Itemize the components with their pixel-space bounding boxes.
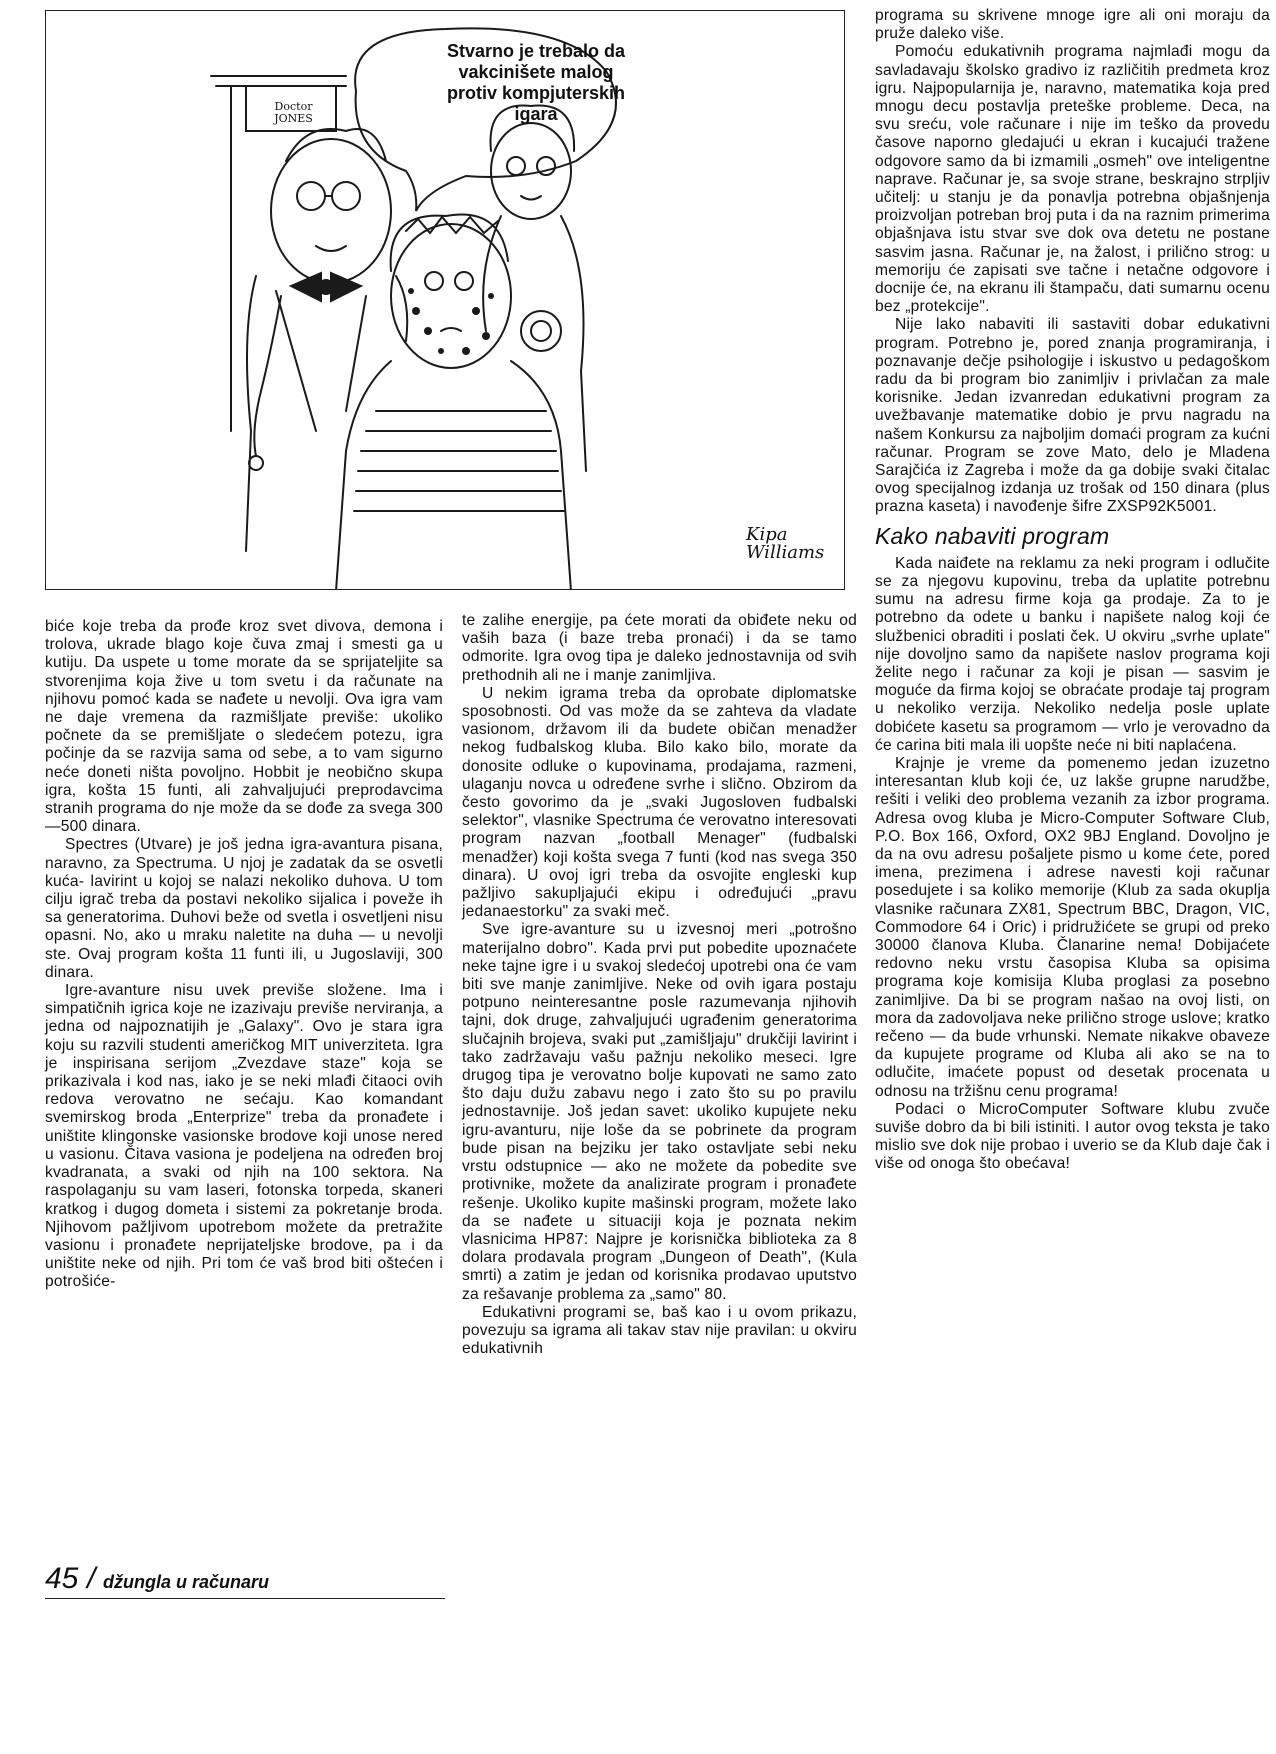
paragraph: te zalihe energije, pa ćete morati da obiđete neku od vaših baza (i baze treba pronaći) i da se tamo odmorite. Igra ovog tipa je daleko jednostavnija od svih prethodnih ali ne i manje zanimljiva. <box>462 612 857 684</box>
paragraph: Igre-avanture nisu uvek previše složene. Ima i simpatičnih igrica koje ne izazivaju previše nerviranja, a jedna od najpoznatijih je „Galaxy". Ovo je stara igra koju su razvili studenti američkog MIT univerziteta. Igra je inspirisana serijom „Zvezdave staze" koja se prikazivala i kod nas, iako je se neki mlađi čitaoci ovih redova verovatno ne sećaju. Kao komandant svemirskog broda „Enterprize" treba da pronađete i uništite klingonske vasionske brodove koji unose nered u vasionu. Čitava vasiona je podeljena na određen broj kvadranata, a svaki od njih na 100 sektora. Na raspolaganju su vam laseri, fotonska torpeda, skaneri kratkog i dugog dometa i sistemi za pokretanje broda. Njihovom pažljivom upotrebom možete da pretražite vasionu i pronađete neprijateljske brodove, pa i da uništite neke od njih. Pri tom će vaš brod biti oštećen i potrošiće- <box>45 982 443 1291</box>
publication-title: džungla u računaru <box>103 1572 270 1592</box>
paragraph: Kada naiđete na reklamu za neki program i odlučite se za njegovu kupovinu, treba da uplatite potrebnu sumu na adresu firme koja ga prodaje. Za to je potrebno da odete u banku i napišete nalog koji će službenici obraditi i poslati ček. U okviru „svrhe uplate" nije dovoljno samo da napišete naslov programa koji želite nego i računar za koji je pisan — sasvim je moguće da firma kojoj se obraćate prodaje taj program u nekoliko verzija. Nekoliko nedelja posle uplate dobićete kasetu sa programom — vrlo je verovadno da će carina biti mala ili uopšte neće ni biti naplaćena. <box>875 554 1270 754</box>
paragraph: U nekim igrama treba da oprobate diplomatske sposobnosti. Od vas može da se zahteva da vladate vasionom, državom ili da budete običan menadžer nekog fudbalskog kluba. Bilo kako bilo, morate da donosite odluke o kupovinama, prodajama, razmeni, ulaganju novca u određene svrhe i slično. Obzirom da često govorimo da je „svaki Jugosloven fudbalski selektor", vlasnike Spectruma će verovatno interesovati program nazvan „football Menager" (fudbalski menadžer) koji košta svega 7 funti (kod nas svega 350 dinara). U ovoj igri treba da osvojite engleski kup pažljivo sakupljajući ekipu i određujući „pravu jedanaestorku" za svaki meč. <box>462 684 857 921</box>
paragraph: biće koje treba da prođe kroz svet divova, demona i trolova, ukrade blago koje čuva zmaj i smesti ga u kutiju. Da uspete u tome morate da se sprijateljite sa stvorenjima koja žive u tom svetu i da računate na njihovu pomoć kada se nađete u nevolji. Ova igra vam ne daje vremena da razmišljate previše: ukoliko počnete da se premišljate o sledećem potezu, igra počinje da se razvija sama od sebe, a to vam sigurno neće doneti ništa povoljno. Hobbit je neobično skupa igra, košta 15 funti, ali zahvaljujući preprodavcima stranih programa do nje može da se dođe za svega 300—500 dinara. <box>45 618 443 836</box>
paragraph: Edukativni programi se, baš kao i u ovom prikazu, povezuju sa igrama ali takav stav nije pravilan: u okviru edukativnih <box>462 1303 857 1358</box>
article-column-1 <box>45 618 443 1292</box>
paragraph: Pomoću edukativnih programa najmlađi mogu da savladavaju školsko gradivo iz različitih predmeta kroz igru. Najpopularnija je, naravno, matematika koja pred mnogu decu postavlja preteške probleme. Deca, na svu sreću, vole računare i nije im teško da provedu časove naporno gledajući u ekran i kucajući tražene odgovore samo da bi izmamili „osmeh" ove inteligentne naprave. Računar je, sa svoje strane, beskrajno strpljiv učitelj: u stanju je da ponavlja potrebna objašnjenja proizvoljan potreban broj puta i da na raznim primerima objašnjava istu stvar sve dok ova detetu ne postane sasvim jasna. Računar je, na žalost, i prilično strog: u memoriju će zapisati sve tačne i netačne odgovore i docnije će, na ekranu ili štampaču, dati sumarnu ocenu bez „protekcije". <box>875 43 1270 316</box>
door-sign-text: Doctor JONES <box>274 100 313 125</box>
paragraph: programa su skrivene mnoge igre ali oni moraju da pruže daleko više. <box>875 7 1270 43</box>
artist-signature: Kipa Williams <box>746 524 825 563</box>
paragraph: Nije lako nabaviti ili sastaviti dobar edukativni program. Potrebno je, pored znanja programiranja, i poznavanje dečje psihologije i iskustvo u pedagoškom radu da bi program bio zanimljiv i privlačan za male korisnike. Jedan izvanredan edukativni program za uvežbavanje matematike dobio je prvu nagradu na našem Konkursu za najboljim domaći program za kućni računar. Program se zove Mato, delo je Mladena Sarajčića iz Zagreba i može da ga dobije svaki čitalac ovog specijalnog izdanja uz trošak od 150 dinara (plus prazna kaseta) i navođenje šifre ZXSP92K5001. <box>875 316 1270 516</box>
page-number: 45 <box>45 1562 79 1595</box>
paragraph: Spectres (Utvare) je još jedna igra-avantura pisana, naravno, za Spectruma. U njoj je zadatak da se osvetli kuća- lavirint u kojoj se nalazi nekoliko duhova. U tom cilju igrač treba da postavi nekoliko sijalica i poveže ih sa generatorima. Duhovi beže od svetla i osvetljeni nisu opasni. No, ako u mraku naletite na duha — u nevolji ste. Ovaj program košta 11 funti ili, u Jugoslaviji, 300 dinara. <box>45 836 443 981</box>
paragraph: Podaci o MicroComputer Software klubu zvuče suviše dobro da bi bili istiniti. I autor ovog teksta je tako mislio sve dok nije probao i uverio se da Klub daje čak i više od onoga što obećava! <box>875 1100 1270 1173</box>
article-column-3 <box>875 7 1270 1174</box>
paragraph: Krajnje je vreme da pomenemo jedan izuzetno interesantan klub koji će, uz lakše grupne narudžbe, rešiti i veliki deo problema vezanih za izbor programa. Adresa ovog kluba je Micro-Computer Software Club, P.O. Box 166, Oxford, OX2 9BJ England. Dovoljno je da na ovu adresu pošaljete pismo u kome ćete, pored imena, prezimena i adrese navesti koji računar posedujete i sa koliko memorije (Klub za sada okuplja vlasnike računara ZX81, Spectrum BBC, Dragon, VIC, Commodore 64 i Oric) i pridružićete se grupi od preko 30000 članova Kluba. Članarine nema! Dobijaćete redovno neku vrstu časopisa Kluba sa opisima programa koje komisija Kluba proglasi za posebno zanimljive. Da bi se program našao na ovoj listi, on mora da zadovoljava neke prilično stroge uslove; kratko rečeno — da bude vrhunski. Nemate nikakve obaveze da kupujete programe od Kluba ali ako se na to odlučite, imaćete popust od desetak procenata u odnosu na tržišnu cenu programa! <box>875 754 1270 1100</box>
paragraph: Sve igre-avanture su u izvesnoj meri „potrošno materijalno dobro". Kada prvi put pobedite upoznaćete neke tajne igre i u svakoj sledećoj upotrebi ona će vam biti sve manje zanimljive. Neke od ovih igara postaju potpuno neinteresantne posle razumevanja njihovih tajni, dok druge, zahvaljujući ugrađenim generatorima slučajnih brojeva, svaki put „zamišljaju" drukčiji lavirint i tako zadržavaju vašu pažnju nekoliko meseci. Igre drugog tipa je verovatno bolje kupovati ne samo zato što daju dužu zabavu nego i zato što su po pravilu jednostavnije. Još jedan savet: ukoliko kupujete neku igru-avanturu, nije loše da se pobrinete da program bude pisan na bejziku jer tako ostavljate sebi neku vrstu odstupnice — ako ne možete da pobedite sve protivnike, možete da analizirate program i pronađete rešenje. Ukoliko kupite mašinski program, možete lako da se nađete u situaciji koja je poznata nekim vlasnicima HP87: Najpre je korisnička biblioteka za 8 dolara prodavala program „Dungeon of Death", (Kula smrti) a zatim je jedan od korisnika prodavao uputstvo za rešavanje problema za „samo" 80. <box>462 921 857 1303</box>
section-heading: Kako nabaviti program <box>875 522 1110 549</box>
cartoon-illustration <box>45 10 845 590</box>
article-column-2 <box>462 612 857 1358</box>
speech-bubble-text: Stvarno je trebalo da vakcinišete malog protiv kompjuterskih igara <box>446 41 626 124</box>
page-footer <box>45 1560 445 1599</box>
footer-slash: / <box>87 1562 96 1595</box>
